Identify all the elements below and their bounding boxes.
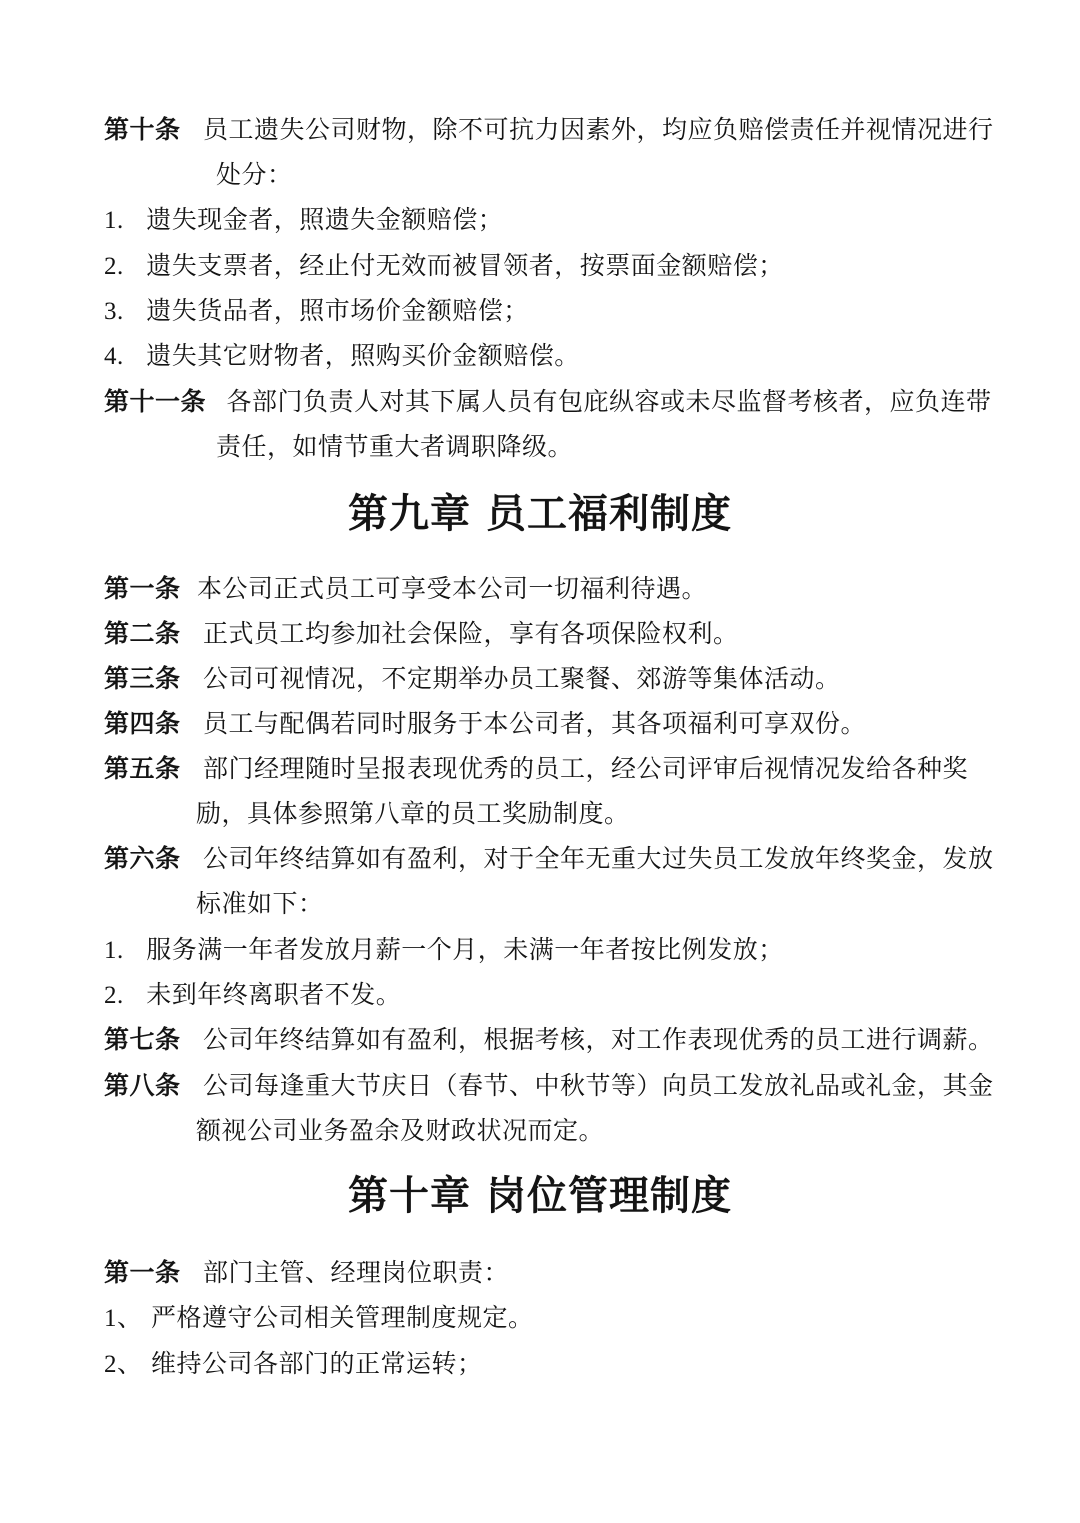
list-text: 未到年终离职者不发。 <box>146 980 402 1009</box>
chapter-9-title: 第九章 员工福利制度 <box>348 491 732 537</box>
list-item <box>104 340 580 373</box>
chapter9-article-7 <box>104 1024 993 1056</box>
chapter9-article-3 <box>104 663 840 695</box>
article-label: 第十条 <box>104 115 181 144</box>
list-text: 维持公司各部门的正常运转； <box>150 1349 483 1378</box>
list-item <box>104 250 784 283</box>
chapter-10-title: 第十章 岗位管理制度 <box>348 1173 732 1219</box>
list-text: 遗失支票者，经止付无效而被冒领者，按票面金额赔偿； <box>146 251 784 280</box>
list-item <box>104 204 503 237</box>
article-label: 第一条 <box>104 1258 181 1287</box>
chapter9-article-6-line-2: 标准如下： <box>196 889 324 918</box>
list-item <box>104 1302 533 1335</box>
list-number: 1. <box>104 207 124 234</box>
list-text: 遗失货品者，照市场价金额赔偿； <box>146 296 529 325</box>
list-number: 2、 <box>104 1351 143 1378</box>
article-text: 部门主管、经理岗位职责： <box>202 1258 509 1287</box>
list-number: 3. <box>104 298 124 325</box>
article-label: 第二条 <box>104 619 181 648</box>
article-label: 第七条 <box>104 1025 181 1054</box>
chapter10-article-1 <box>104 1257 509 1289</box>
article-text: 各部门负责人对其下属人员有包庇纵容或未尽监督考核者，应负连带 <box>226 387 992 416</box>
list-number: 2. <box>104 253 124 280</box>
article-label: 第八条 <box>104 1071 181 1100</box>
article-label: 第三条 <box>104 664 181 693</box>
article-text: 公司可视情况，不定期举办员工聚餐、郊游等集体活动。 <box>202 664 841 693</box>
chapter9-article-4 <box>104 708 866 740</box>
list-item <box>104 934 784 967</box>
chapter9-article-1 <box>104 573 707 605</box>
article-text: 公司年终结算如有盈利，对于全年无重大过失员工发放年终奖金，发放 <box>202 844 994 873</box>
list-item <box>104 979 401 1012</box>
list-number: 2. <box>104 982 124 1009</box>
article-10-line-1 <box>104 114 993 146</box>
article-label: 第五条 <box>104 754 181 783</box>
article-label: 第十一条 <box>104 387 207 416</box>
list-text: 服务满一年者发放月薪一个月，未满一年者按比例发放； <box>146 935 784 964</box>
chapter9-article-6-line-1 <box>104 843 993 875</box>
list-text: 遗失其它财物者，照购买价金额赔偿。 <box>146 341 580 370</box>
article-10-line-2: 处分： <box>216 160 293 189</box>
article-label: 第六条 <box>104 844 181 873</box>
article-text: 员工遗失公司财物，除不可抗力因素外，均应负赔偿责任并视情况进行 <box>202 115 994 144</box>
article-text: 正式员工均参加社会保险，享有各项保险权利。 <box>202 619 739 648</box>
article-label: 第一条 <box>104 574 181 603</box>
article-text: 部门经理随时呈报表现优秀的员工，经公司评审后视情况发给各种奖 <box>202 754 968 783</box>
article-text: 公司年终结算如有盈利，根据考核，对工作表现优秀的员工进行调薪。 <box>202 1025 994 1054</box>
article-text: 公司每逢重大节庆日（春节、中秋节等）向员工发放礼品或礼金，其金 <box>202 1071 994 1100</box>
list-text: 遗失现金者，照遗失金额赔偿； <box>146 205 504 234</box>
list-number: 4. <box>104 343 124 370</box>
article-11-line-1 <box>104 386 991 418</box>
chapter9-article-5-line-2: 励，具体参照第八章的员工奖励制度。 <box>196 799 630 828</box>
chapter9-article-8-line-1 <box>104 1070 993 1102</box>
article-text: 本公司正式员工可享受本公司一切福利待遇。 <box>196 574 707 603</box>
article-text: 员工与配偶若同时服务于本公司者，其各项福利可享双份。 <box>202 709 866 738</box>
list-item <box>104 295 529 328</box>
article-11-line-2: 责任，如情节重大者调职降级。 <box>216 432 574 461</box>
article-label: 第四条 <box>104 709 181 738</box>
chapter9-article-8-line-2: 额视公司业务盈余及财政状况而定。 <box>196 1116 605 1145</box>
list-text: 严格遵守公司相关管理制度规定。 <box>150 1303 534 1332</box>
list-number: 1、 <box>104 1305 143 1332</box>
list-item <box>104 1348 482 1381</box>
chapter9-article-5-line-1 <box>104 753 968 785</box>
chapter9-article-2 <box>104 618 738 650</box>
list-number: 1. <box>104 937 124 964</box>
